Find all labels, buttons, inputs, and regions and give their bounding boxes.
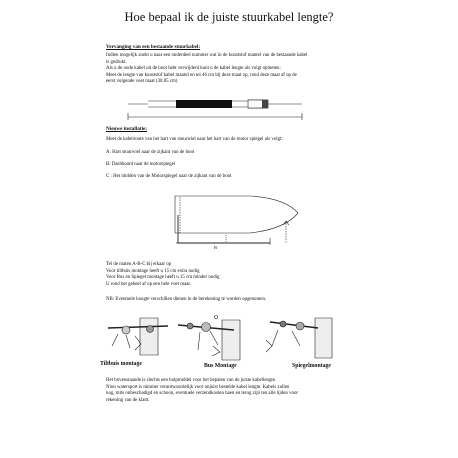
text-line: nog, mits onbeschadigd en schoon, eventuele verzendkosten haen en terug zijn ten alle tijden voor [106,391,299,396]
measure-item-a: A: Hart stuurwiel naar de zijkant van de boot [106,150,195,155]
text-line: is gedrukt. [106,59,127,65]
text-line: Als u de oude kabel uit de boot hebt verwijderd kunt u de kabel lengte als volgt opmeten: [106,66,281,71]
caption-spiegel: Spiegelmontage [292,363,331,369]
section-heading-replacement: Vervanging van een bestaande stuurkabel: [106,44,201,50]
tiltbuis-mount-illustration [108,318,168,355]
text-line: eerst volgende voet maat (30.05 cm) [106,79,178,84]
text-line: rekening van de klant. [106,397,150,403]
disclaimer [106,378,298,404]
section-heading-new-install: Nieuwe installatie: [106,126,148,132]
caption-tiltbuis: Tiltbuis montage [100,361,142,367]
text-line: Tel de maten A-B-C bij elkaar op [106,262,172,267]
text-line: Meet de lengte van kunststof kabel mantel en tel 46 cm bij deze maat op, rond deze maat af op de [106,72,297,78]
diagram-label-b: B [214,245,218,250]
text-line: Indien mogelijk zoekt u naar een onderdeel nummer wat in de kunststof mantel van de bestaande kabel [106,53,308,58]
text-line: Voor Bus en Spiegel montage heeft u 15 cm minder nodig [106,275,220,280]
measure-item-b: B: Dashboard naar de motorspiegel [106,162,176,167]
measure-intro: Meet de kabelroute van het hart van stuurwiel naar het hart van de motor spiegel als volgt: [106,137,283,142]
text-line: Voor tiltbuis montage heeft u 15 cm extra nodig [106,268,200,274]
page-title: Hoe bepaal ik de juiste stuurkabel lengte? [124,10,334,24]
text-line: U rond het geheel af op een hele voet maat. [106,281,192,287]
spiegel-mount-illustration [266,318,332,358]
bus-mount-illustration [178,316,240,361]
height-note: NB: Eventuele hoogte verschillen dienen in de berekening te worden opgenomen. [106,297,267,302]
text-line: Het bovenstaande is slechts een hulpmiddel voor het bepalen van de juiste kabellengte. [106,378,277,383]
caption-bus: Bus Montage [204,363,237,369]
text-line: Nion watersport is nimmer verantwoordelijk voor onjuist bestelde kabel lengte. Kabels zullen [106,384,290,390]
measure-item-c: C : Het midden van de Motorspiegel naar de zijkant van de boot [106,174,232,179]
